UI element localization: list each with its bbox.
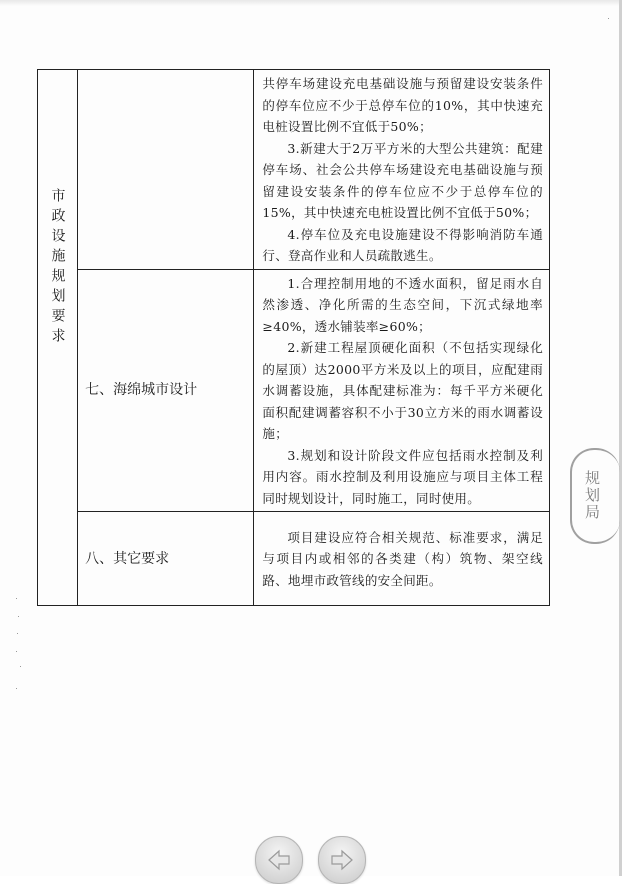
requirements-table [37, 69, 550, 606]
content-cell [254, 70, 550, 270]
seal-text: 规划局 [583, 470, 601, 521]
next-page-button[interactable] [318, 836, 366, 884]
table-row [38, 269, 550, 512]
content-cell [254, 269, 550, 512]
requirement-paragraph: 1.合理控制用地的不透水面积，留足雨水自然渗透、净化所需的生态空间，下沉式绿地率≥40%，透水铺装率≥60%； [262, 275, 543, 334]
requirement-paragraph: 2.新建工程屋顶硬化面积（不包括实现绿化的屋顶）达2000平方米及以上的项目，应配建雨水调蓄设施，具体配建标准为：每千平方米硬化面积配建调蓄容积不小于30立方米的雨水调蓄设施； [262, 340, 543, 441]
category-cell [78, 512, 254, 606]
category-label: 八、其它要求 [85, 550, 170, 567]
requirement-paragraph: 共停车场建设充电基础设施与预留建设安装条件的停车位应不少于总停车位的10%，其中快速充电桩设置比例不宜低于50%； [262, 76, 543, 134]
table-row [38, 70, 550, 270]
requirement-paragraph: 3.新建大于2万平方米的大型公共建筑：配建停车场、社会公共停车场建设充电基础设施与预留建设安装条件的停车位应不少于总停车位的15%，其中快速充电桩设置比例不宜低于50%； [262, 140, 543, 220]
section-label-cell [38, 70, 78, 606]
arrow-right-icon [330, 849, 354, 871]
content-cell [254, 512, 550, 606]
category-label: 七、海绵城市设计 [85, 382, 198, 399]
scan-edge [0, 0, 622, 6]
requirement-paragraph: 3.规划和设计阶段文件应包括雨水控制及利用内容。雨水控制及利用设施应与项目主体工程同时规划设计，同时施工，同时使用。 [262, 447, 543, 506]
arrow-left-icon [267, 849, 291, 871]
section-label: 市政设施规划要求 [49, 188, 66, 348]
table-row [38, 512, 550, 606]
requirement-paragraph: 项目建设应符合相关规范、标准要求，满足与项目内或相邻的各类建（构）筑物、架空线路、地埋市政管线的安全间距。 [262, 529, 543, 588]
category-cell [78, 70, 254, 270]
category-cell [78, 269, 254, 512]
requirement-paragraph: 4.停车位及充电设施建设不得影响消防车通行、登高作业和人员疏散逃生。 [262, 226, 543, 263]
previous-page-button[interactable] [255, 836, 303, 884]
